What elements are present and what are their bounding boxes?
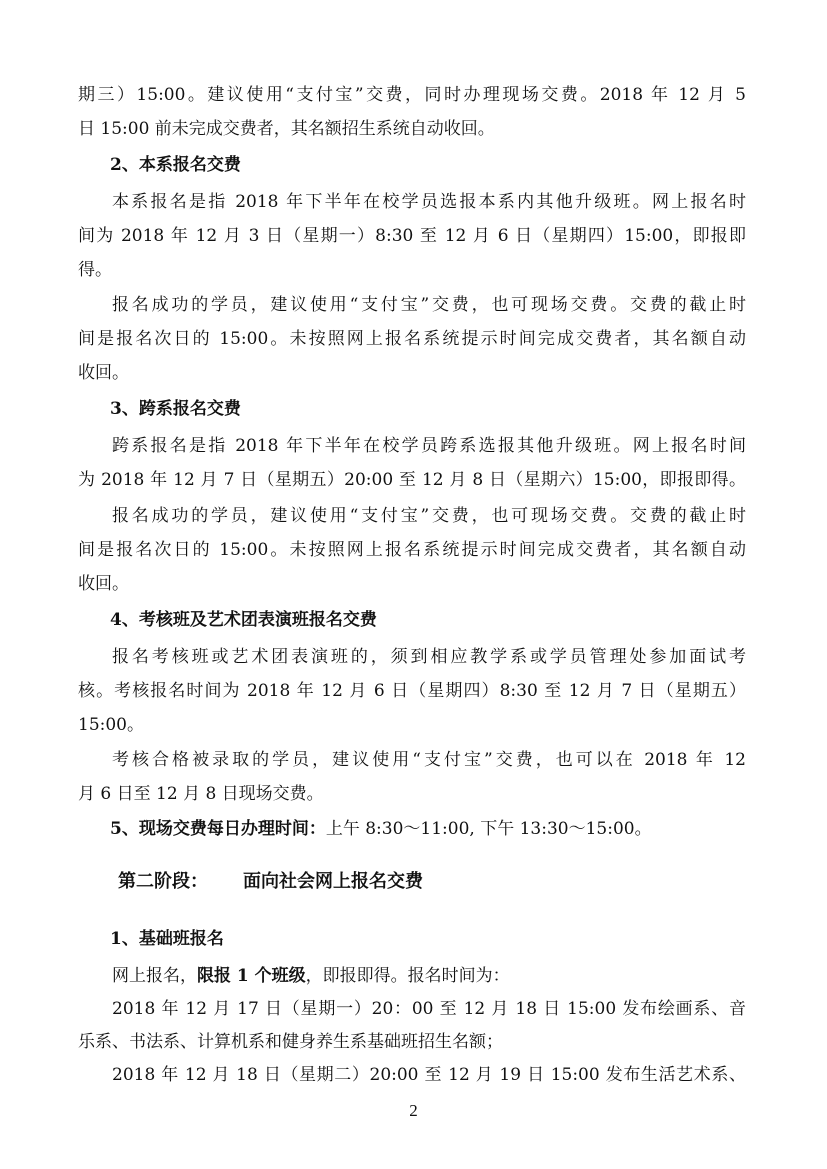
section-heading: 5、现场交费每日办理时间： (110, 819, 326, 839)
paragraph-line: 报名成功的学员，建议使用“支付宝”交费，也可现场交费。交费的截止时 (112, 295, 746, 315)
paragraph-line: 报名成功的学员，建议使用“支付宝”交费，也可现场交费。交费的截止时 (112, 506, 746, 526)
section-heading: 1、基础班报名 (110, 929, 224, 949)
paragraph-line: 跨系报名是指 2018 年下半年在校学员跨系选报其他升级班。网上报名时间 (112, 436, 746, 456)
inline-text: 上午 8:30～11:00, 下午 13:30～15:00。 (325, 819, 652, 839)
paragraph-line: 2018 年 12 月 17 日（星期一）20：00 至 12 月 18 日 15:00 发布绘画系、音 (112, 999, 746, 1019)
paragraph-line: 间是报名次日的 15:00。未按照网上报名系统提示时间完成交费者，其名额自动 (78, 540, 746, 560)
section-heading: 3、跨系报名交费 (110, 399, 241, 419)
paragraph-line: 间为 2018 年 12 月 3 日（星期一）8:30 至 12 月 6 日（星期四）15:00，即报即 (78, 226, 746, 246)
stage-title: 面向社会网上报名交费 (243, 871, 423, 892)
inline-text: ，即报即得。报名时间为： (305, 966, 510, 986)
paragraph-line: 收回。 (78, 363, 129, 383)
paragraph-line: 收回。 (78, 574, 129, 594)
paragraph-line: 15:00。 (78, 715, 144, 735)
paragraph-line: 为 2018 年 12 月 7 日（星期五）20:00 至 12 月 8 日（星期六）15:00，即报即得。 (78, 470, 746, 490)
paragraph-line: 日 15:00 前未完成交费者，其名额招生系统自动收回。 (78, 119, 495, 139)
paragraph-line: 月 6 日至 12 月 8 日现场交费。 (78, 784, 324, 804)
stage-label: 第二阶段： (118, 871, 208, 892)
paragraph-line: 得。 (78, 260, 112, 280)
paragraph-line: 报名考核班或艺术团表演班的，须到相应教学系或学员管理处参加面试考 (112, 647, 746, 667)
paragraph-line: 2018 年 12 月 18 日（星期二）20:00 至 12 月 19 日 15:00 发布生活艺术系、 (112, 1065, 746, 1085)
section-heading: 4、考核班及艺术团表演班报名交费 (110, 610, 377, 630)
paragraph-line (110, 818, 652, 840)
inline-text: 网上报名， (112, 966, 197, 986)
paragraph-line: 考核合格被录取的学员，建议使用“支付宝”交费，也可以在 2018 年 12 (112, 750, 746, 770)
paragraph-line: 乐系、书法系、计算机系和健身养生系基础班招生名额； (78, 1032, 503, 1052)
paragraph-line: 间是报名次日的 15:00。未按照网上报名系统提示时间完成交费者，其名额自动 (78, 329, 746, 349)
paragraph-line (112, 965, 510, 987)
page-number: 2 (409, 1101, 418, 1120)
section-heading: 2、本系报名交费 (110, 155, 241, 175)
inline-emphasis: 限报 1 个班级 (197, 966, 306, 986)
paragraph-line: 核。考核报名时间为 2018 年 12 月 6 日（星期四）8:30 至 12 月 7 日（星期五） (78, 681, 746, 701)
paragraph-line: 期三）15:00。建议使用“支付宝”交费，同时办理现场交费。2018 年 12 月 5 (78, 85, 746, 105)
paragraph-line: 本系报名是指 2018 年下半年在校学员选报本系内其他升级班。网上报名时 (112, 192, 746, 212)
